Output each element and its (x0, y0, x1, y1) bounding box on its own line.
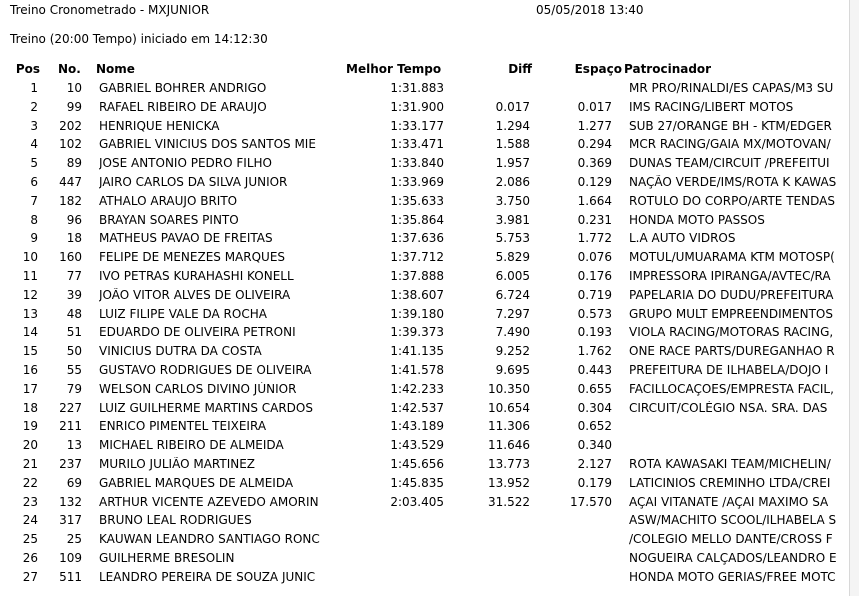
cell-name: EDUARDO DE OLIVEIRA PETRONI (99, 325, 296, 340)
cell-pos: 27 (22, 569, 38, 584)
cell-name: VINICIUS DUTRA DA COSTA (99, 344, 262, 359)
cell-name: JOSE ANTONIO PEDRO FILHO (99, 156, 272, 171)
cell-name: GUILHERME BRESOLIN (99, 550, 235, 565)
cell-gap: 0.231 (577, 212, 612, 227)
cell-pos: 2 (30, 99, 38, 114)
cell-pos: 10 (22, 250, 38, 265)
table-row (0, 155, 859, 174)
cell-best-time: 1:39.373 (390, 325, 444, 340)
cell-diff: 7.297 (495, 306, 530, 321)
cell-best-time: 1:33.969 (390, 174, 444, 189)
cell-name: FELIPE DE MENEZES MARQUES (99, 250, 286, 265)
cell-number: 102 (59, 137, 82, 152)
cell-best-time: 1:33.471 (390, 137, 444, 152)
cell-name: MURILO JULIÃO MARTINEZ (99, 456, 256, 471)
table-row (0, 531, 859, 550)
cell-gap: 0.017 (577, 99, 612, 114)
cell-pos: 12 (22, 287, 38, 302)
table-row (0, 287, 859, 306)
cell-sponsor: HONDA MOTO GERIAS/FREE MOTC (629, 569, 836, 584)
cell-number: 211 (59, 419, 82, 434)
cell-diff: 1.588 (495, 137, 530, 152)
cell-pos: 6 (30, 174, 38, 189)
cell-gap: 0.369 (577, 156, 612, 171)
cell-gap: 0.443 (577, 362, 612, 377)
table-row (0, 268, 859, 287)
cell-sponsor: ASW/MACHITO SCOOL/ILHABELA S (629, 513, 837, 528)
cell-pos: 13 (22, 306, 38, 321)
cell-pos: 1 (30, 81, 38, 95)
cell-pos: 15 (22, 344, 38, 359)
cell-gap: 1.664 (577, 193, 612, 208)
cell-gap: 17.570 (570, 494, 612, 509)
cell-number: 89 (66, 156, 82, 171)
cell-diff: 11.646 (488, 438, 530, 453)
cell-number: 39 (66, 287, 82, 302)
window-edge (849, 0, 859, 596)
cell-name: BRUNO LEAL RODRIGUES (99, 513, 252, 528)
cell-sponsor: MCR RACING/GAIA MX/MOTOVAN/ (629, 137, 831, 152)
cell-diff: 3.750 (495, 193, 530, 208)
cell-diff: 2.086 (495, 174, 530, 189)
cell-best-time: 1:35.864 (390, 212, 444, 227)
cell-number: 96 (66, 212, 82, 227)
cell-gap: 0.193 (577, 325, 612, 340)
table-row (0, 437, 859, 456)
cell-gap: 0.076 (577, 250, 612, 265)
cell-pos: 19 (22, 419, 38, 434)
table-row (0, 80, 859, 99)
cell-name: RAFAEL RIBEIRO DE ARAUJO (99, 99, 267, 114)
column-header-diff: Diff (508, 62, 532, 76)
cell-gap: 0.719 (577, 287, 612, 302)
cell-name: GUSTAVO RODRIGUES DE OLIVEIRA (99, 362, 312, 377)
cell-pos: 20 (22, 438, 38, 453)
cell-number: 13 (66, 438, 82, 453)
table-row (0, 550, 859, 569)
cell-name: HENRIQUE HENICKA (99, 118, 220, 133)
cell-name: KAUWAN LEANDRO SANTIAGO RONC (99, 532, 320, 547)
cell-number: 182 (59, 193, 82, 208)
cell-number: 317 (59, 513, 82, 528)
cell-diff: 11.306 (488, 419, 530, 434)
table-row (0, 456, 859, 475)
cell-sponsor: HONDA MOTO PASSOS (629, 212, 765, 227)
cell-number: 18 (66, 231, 82, 246)
cell-sponsor: L.A AUTO VIDROS (629, 231, 736, 246)
cell-name: WELSON CARLOS DIVINO JÚNIOR (99, 381, 297, 396)
cell-diff: 1.957 (495, 156, 530, 171)
cell-gap: 1.772 (577, 231, 612, 246)
table-row (0, 362, 859, 381)
cell-gap: 0.573 (577, 306, 612, 321)
cell-sponsor: ROTA KAWASAKI TEAM/MICHELIN/ (629, 456, 831, 471)
cell-sponsor: MR PRO/RINALDI/ES CAPAS/M3 SU (629, 81, 834, 95)
column-header-pos: Pos (15, 62, 40, 76)
cell-best-time: 1:45.835 (390, 475, 444, 490)
cell-gap: 0.655 (577, 381, 612, 396)
cell-number: 237 (59, 456, 82, 471)
cell-name: JOÃO VITOR ALVES DE OLIVEIRA (99, 287, 291, 302)
cell-gap: 1.762 (577, 344, 612, 359)
table-row (0, 306, 859, 325)
cell-name: LUIZ GUILHERME MARTINS CARDOS (99, 400, 313, 415)
cell-pos: 8 (30, 212, 38, 227)
cell-pos: 18 (22, 400, 38, 415)
report-title: Treino Cronometrado - MXJUNIOR (10, 3, 210, 17)
table-row (0, 381, 859, 400)
cell-best-time: 1:37.636 (390, 231, 444, 246)
cell-best-time: 2:03.405 (390, 494, 444, 509)
cell-name: BRAYAN SOARES PINTO (99, 212, 239, 227)
cell-name: JAIRO CARLOS DA SILVA JUNIOR (99, 174, 288, 189)
table-row (0, 99, 859, 118)
cell-sponsor: FACILLOCAÇOES/EMPRESTA FACIL, (629, 381, 834, 396)
table-row (0, 136, 859, 155)
cell-best-time: 1:37.888 (390, 268, 444, 283)
cell-number: 99 (66, 99, 82, 114)
table-row (0, 174, 859, 193)
cell-best-time: 1:33.840 (390, 156, 444, 171)
table-row (0, 512, 859, 531)
cell-diff: 0.017 (495, 99, 530, 114)
cell-name: MATHEUS PAVAO DE FREITAS (99, 231, 273, 246)
cell-gap: 0.129 (577, 174, 612, 189)
column-header-name: Nome (96, 62, 135, 76)
cell-pos: 16 (22, 362, 38, 377)
cell-sponsor: ROTULO DO CORPO/ARTE TENDAS (629, 193, 835, 208)
cell-diff: 1.294 (495, 118, 530, 133)
cell-best-time: 1:45.656 (390, 456, 444, 471)
cell-number: 25 (66, 532, 82, 547)
cell-sponsor: IMPRESSORA IPIRANGA/AVTEC/RA (629, 268, 831, 283)
cell-diff: 5.753 (495, 231, 530, 246)
cell-name: IVO PETRAS KURAHASHI KONELL (99, 268, 294, 283)
column-header-best-time: Melhor Tempo (346, 62, 442, 76)
cell-pos: 4 (30, 137, 38, 152)
cell-gap: 0.179 (577, 475, 612, 490)
cell-pos: 25 (22, 532, 38, 547)
cell-best-time: 1:35.633 (390, 193, 444, 208)
cell-gap: 1.277 (577, 118, 612, 133)
cell-pos: 5 (30, 156, 38, 171)
cell-diff: 10.350 (488, 381, 530, 396)
cell-pos: 22 (22, 475, 38, 490)
table-row (0, 475, 859, 494)
cell-best-time: 1:39.180 (390, 306, 444, 321)
results-table (0, 80, 859, 588)
cell-pos: 11 (22, 268, 38, 283)
cell-best-time: 1:41.578 (390, 362, 444, 377)
cell-pos: 7 (30, 193, 38, 208)
cell-sponsor: VIOLA RACING/MOTORAS RACING, (629, 325, 834, 340)
table-row (0, 249, 859, 268)
cell-number: 48 (66, 306, 82, 321)
cell-name: GABRIEL BOHRER ANDRIGO (99, 81, 267, 95)
table-row (0, 193, 859, 212)
cell-gap: 0.294 (577, 137, 612, 152)
cell-sponsor: NAÇÃO VERDE/IMS/ROTA K KAWAS (629, 174, 837, 189)
cell-gap: 0.340 (577, 438, 612, 453)
cell-sponsor: PAPELARIA DO DUDU/PREFEITURA (629, 287, 834, 302)
table-row (0, 569, 859, 588)
cell-best-time: 1:42.537 (390, 400, 444, 415)
cell-best-time: 1:42.233 (390, 381, 444, 396)
table-row (0, 343, 859, 362)
cell-pos: 26 (22, 550, 38, 565)
cell-name: LUIZ FILIPE VALE DA ROCHA (99, 306, 267, 321)
cell-gap: 0.304 (577, 400, 612, 415)
cell-name: ARTHUR VICENTE AZEVEDO AMORIN (99, 494, 319, 509)
cell-number: 109 (59, 550, 82, 565)
cell-pos: 17 (22, 381, 38, 396)
cell-sponsor: SUB 27/ORANGE BH - KTM/EDGER (629, 118, 832, 133)
cell-sponsor: DUNAS TEAM/CIRCUIT /PREFEITUI (629, 156, 830, 171)
cell-number: 447 (59, 174, 82, 189)
cell-name: GABRIEL VINICIUS DOS SANTOS MIE (99, 137, 316, 152)
cell-sponsor: AÇAI VITANATE /AÇAI MAXIMO SA (629, 494, 829, 509)
column-header-gap: Espaço (574, 62, 622, 76)
cell-name: LEANDRO PEREIRA DE SOUZA JUNIC (99, 569, 316, 584)
cell-number: 202 (59, 118, 82, 133)
table-row (0, 324, 859, 343)
cell-pos: 14 (22, 325, 38, 340)
cell-diff: 3.981 (495, 212, 530, 227)
table-header (0, 62, 859, 78)
cell-diff: 7.490 (495, 325, 530, 340)
cell-best-time: 1:33.177 (390, 118, 444, 133)
cell-best-time: 1:31.900 (390, 99, 444, 114)
cell-sponsor: CIRCUIT/COLÉGIO NSA. SRA. DAS (629, 400, 828, 415)
cell-sponsor: ONE RACE PARTS/DUREGANHAO R (629, 344, 835, 359)
report-datetime: 05/05/2018 13:40 (536, 3, 644, 17)
cell-number: 79 (66, 381, 82, 396)
cell-name: GABRIEL MARQUES DE ALMEIDA (99, 475, 294, 490)
cell-diff: 10.654 (488, 400, 530, 415)
table-row (0, 118, 859, 137)
cell-sponsor: NOGUEIRA CALÇADOS/LEANDRO E (629, 550, 837, 565)
cell-pos: 23 (22, 494, 38, 509)
cell-number: 51 (66, 325, 82, 340)
cell-number: 69 (66, 475, 82, 490)
cell-sponsor: IMS RACING/LIBERT MOTOS (629, 99, 794, 114)
table-row (0, 212, 859, 231)
cell-diff: 13.773 (488, 456, 530, 471)
cell-diff: 9.695 (495, 362, 530, 377)
cell-diff: 9.252 (495, 344, 530, 359)
cell-best-time: 1:38.607 (390, 287, 444, 302)
cell-name: ATHALO ARAUJO BRITO (99, 193, 238, 208)
cell-diff: 5.829 (495, 250, 530, 265)
cell-pos: 9 (30, 231, 38, 246)
cell-name: ENRICO PIMENTEL TEIXEIRA (99, 419, 267, 434)
column-header-sponsor: Patrocinador (624, 62, 712, 76)
table-row (0, 230, 859, 249)
cell-gap: 2.127 (577, 456, 612, 471)
cell-number: 77 (66, 268, 82, 283)
cell-number: 50 (66, 344, 82, 359)
cell-name: MICHAEL RIBEIRO DE ALMEIDA (99, 438, 284, 453)
cell-best-time: 1:31.883 (390, 81, 444, 95)
cell-best-time: 1:37.712 (390, 250, 444, 265)
cell-number: 160 (59, 250, 82, 265)
column-header-number: No. (58, 62, 81, 76)
table-row (0, 494, 859, 513)
cell-number: 511 (59, 569, 82, 584)
cell-best-time: 1:43.189 (390, 419, 444, 434)
cell-sponsor: PREFEITURA DE ILHABELA/DOJO I (629, 362, 829, 377)
cell-sponsor: MOTUL/UMUARAMA KTM MOTOSP( (629, 250, 835, 265)
cell-sponsor: GRUPO MULT EMPREENDIMENTOS (629, 306, 833, 321)
cell-number: 55 (66, 362, 82, 377)
cell-number: 132 (59, 494, 82, 509)
cell-gap: 0.176 (577, 268, 612, 283)
cell-sponsor: /COLEGIO MELLO DANTE/CROSS F (629, 532, 833, 547)
cell-best-time: 1:43.529 (390, 438, 444, 453)
table-row (0, 400, 859, 419)
cell-diff: 6.724 (495, 287, 530, 302)
cell-gap: 0.652 (577, 419, 612, 434)
cell-pos: 24 (22, 513, 38, 528)
cell-number: 10 (66, 81, 82, 95)
cell-pos: 21 (22, 456, 38, 471)
table-row (0, 418, 859, 437)
cell-diff: 13.952 (488, 475, 530, 490)
cell-diff: 31.522 (488, 494, 530, 509)
cell-pos: 3 (30, 118, 38, 133)
cell-diff: 6.005 (495, 268, 530, 283)
cell-sponsor: LATICINIOS CREMINHO LTDA/CREI (629, 475, 831, 490)
cell-number: 227 (59, 400, 82, 415)
session-start-info: Treino (20:00 Tempo) iniciado em 14:12:30 (10, 32, 268, 46)
cell-best-time: 1:41.135 (390, 344, 444, 359)
